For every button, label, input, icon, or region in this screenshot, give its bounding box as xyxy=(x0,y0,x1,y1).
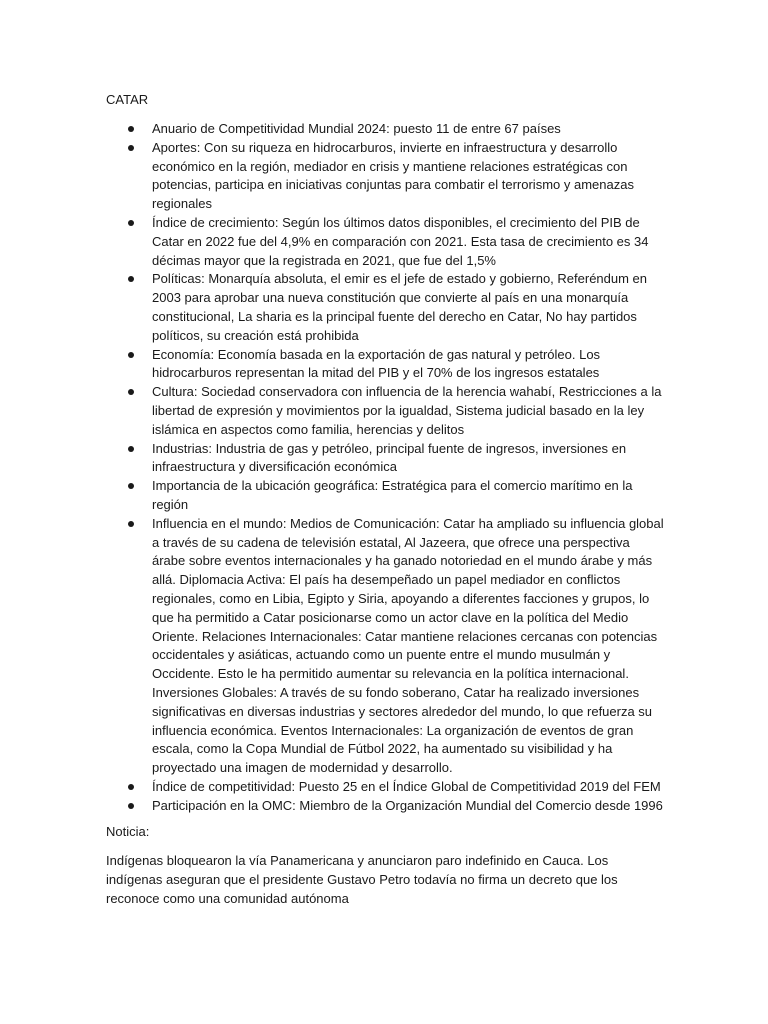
list-item xyxy=(106,139,666,214)
bullet-icon xyxy=(128,521,134,527)
bullet-text: Anuario de Competitividad Mundial 2024: puesto 11 de entre 67 países xyxy=(152,121,561,136)
bullet-icon xyxy=(128,803,134,809)
bullet-text: Influencia en el mundo: Medios de Comunicación: Catar ha ampliado su influencia global a través de su cadena de televisión estatal, Al Jazeera, que ofrece una perspectiva árabe sobre eventos internacionales y ha ganado notoriedad en el mundo árabe y más allá. Diplomacia Activa: El país ha desempeñado un papel mediador en conflictos regionales, como en Libia, Egipto y Siria, apoyando a diferentes facciones y grupos, lo que ha permitido a Catar posicionarse como un actor clave en la política del Medio Oriente. Relaciones Internacionales: Catar mantiene relaciones cercanas con potencias occidentales y asiáticas, actuando como un puente entre el mundo musulmán y Occidente. Esto le ha permitido aumentar su relevancia en la política internacional. Inversiones Globales: A través de su fondo soberano, Catar ha realizado inversiones significativas en diversas industrias y sectores alrededor del mundo, lo que refuerza su influencia económica. Eventos Internacionales: La organización de eventos de gran escala, como la Copa Mundial de Fútbol 2022, ha aumentado su visibilidad y ha proyectado una imagen de modernidad y desarrollo. xyxy=(152,515,664,776)
list-item xyxy=(106,440,666,478)
list-item xyxy=(106,477,666,515)
bullet-icon xyxy=(128,389,134,395)
list-item xyxy=(106,778,666,797)
list-item xyxy=(106,120,666,139)
list-item xyxy=(106,270,666,345)
bullet-text: Aportes: Con su riqueza en hidrocarburos, invierte en infraestructura y desarrollo económico en la región, mediador en crisis y mantiene relaciones estratégicas con potencias, participa en iniciativas conjuntas para combatir el terrorismo y amenazas regionales xyxy=(152,139,634,212)
bullet-icon xyxy=(128,446,134,452)
bullet-icon xyxy=(128,220,134,226)
bullet-text: Economía: Economía basada en la exportación de gas natural y petróleo. Los hidrocarburos representan la mitad del PIB y el 70% de los ingresos estatales xyxy=(152,346,601,381)
bullet-icon xyxy=(128,126,134,132)
bullet-text: Industrias: Industria de gas y petróleo, principal fuente de ingresos, inversiones en infraestructura y diversificación económica xyxy=(152,440,627,475)
bullet-text: Índice de competitividad: Puesto 25 en el Índice Global de Competitividad 2019 del FEM xyxy=(152,778,661,794)
bullet-text: Cultura: Sociedad conservadora con influencia de la herencia wahabí, Restricciones a la libertad de expresión y movimientos por la igualdad, Sistema judicial basado en la ley islámica en aspectos como familia, herencias y delitos xyxy=(152,384,662,437)
bullet-text: Índice de crecimiento: Según los últimos datos disponibles, el crecimiento del PIB de Catar en 2022 fue del 4,9% en comparación con 2021. Esta tasa de crecimiento es 34 décimas mayor que la registrada en 2021, que fue del 1,5% xyxy=(152,214,649,268)
bullet-icon xyxy=(128,352,134,358)
bullet-list xyxy=(106,120,666,815)
news-heading: Noticia: xyxy=(106,824,150,839)
news-body: Indígenas bloquearon la vía Panamericana y anunciaron paro indefinido en Cauca. Los indígenas aseguran que el presidente Gustavo Petro todavía no firma un decreto que los reconoce como una comunidad autónoma xyxy=(106,853,618,906)
bullet-icon xyxy=(128,784,134,790)
list-item xyxy=(106,346,666,384)
list-item xyxy=(106,214,666,270)
document-title: CATAR xyxy=(106,92,149,107)
bullet-text: Políticas: Monarquía absoluta, el emir es el jefe de estado y gobierno, Referéndum en 2003 para aprobar una nueva constitución que convierte al país en una monarquía constitucional, La sharia es la principal fuente del derecho en Catar, No hay partidos políticos, su creación está prohibida xyxy=(152,271,648,343)
list-item xyxy=(106,515,666,778)
bullet-text: Participación en la OMC: Miembro de la Organización Mundial del Comercio desde 1996 xyxy=(152,797,663,813)
list-item xyxy=(106,383,666,439)
list-item xyxy=(106,797,666,816)
bullet-icon xyxy=(128,483,134,489)
bullet-icon xyxy=(128,276,134,282)
bullet-icon xyxy=(128,145,134,151)
bullet-text: Importancia de la ubicación geográfica: Estratégica para el comercio marítimo en la región xyxy=(152,478,633,512)
